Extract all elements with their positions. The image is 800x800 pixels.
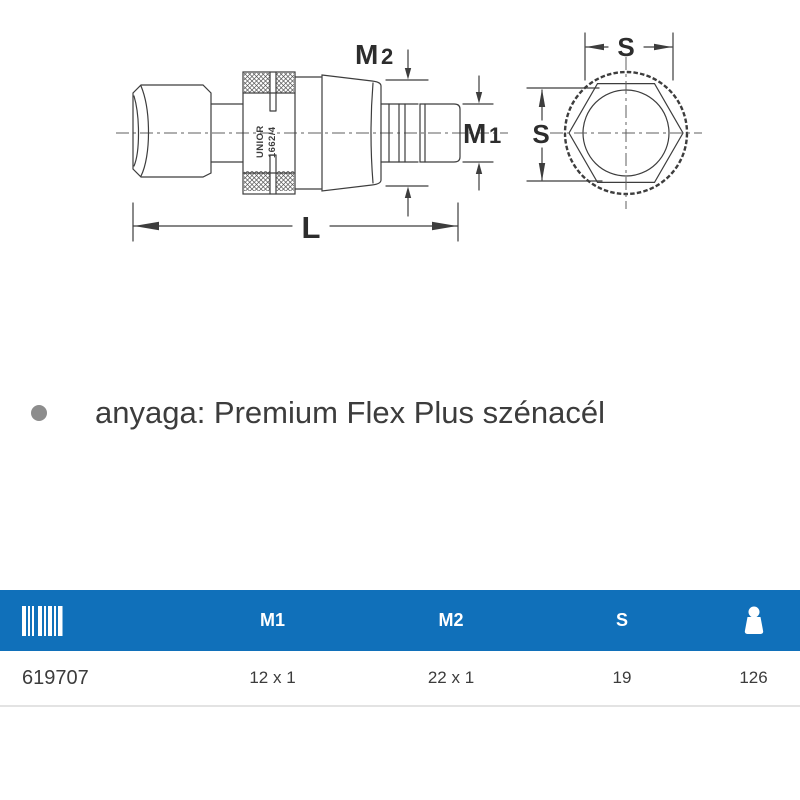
- barcode-icon: [22, 606, 63, 636]
- spec-table-row: [0, 651, 800, 706]
- feature-text: anyaga: Premium Flex Plus szénacél: [95, 395, 606, 430]
- hex-head: [133, 85, 211, 177]
- column-header-weight: [707, 590, 800, 651]
- column-header-m2: M2: [438, 610, 464, 630]
- feature-list-item: [31, 394, 605, 431]
- cell-m2: 22 x 1: [427, 668, 475, 687]
- cell-m1: 12 x 1: [249, 668, 296, 687]
- technical-drawing: [0, 0, 800, 280]
- dimension-m1: [463, 76, 501, 190]
- spec-table: [0, 590, 800, 707]
- spec-table-header-row: [0, 590, 800, 651]
- weight-icon: [742, 606, 766, 636]
- column-header-s: S: [615, 610, 628, 630]
- dim-label-m1-digit: 1: [489, 123, 502, 148]
- bullet-icon: [31, 405, 47, 421]
- brand-marking: UNIOR: [255, 125, 266, 158]
- dim-label-m1: M: [463, 118, 487, 149]
- dim-label-m2-digit: 2: [381, 44, 394, 69]
- cell-weight: 126: [739, 668, 768, 687]
- column-header-m1: M1: [259, 610, 285, 630]
- dim-label-m2: M: [355, 39, 379, 70]
- side-view: [116, 39, 508, 245]
- dimension-m2: [355, 39, 428, 216]
- dim-label-s-top: S: [617, 32, 635, 62]
- cell-s: 19: [612, 668, 632, 687]
- cell-sku: 619707: [22, 666, 89, 689]
- end-view: [527, 32, 702, 209]
- dim-label-length: L: [301, 210, 321, 245]
- dimension-length: [133, 203, 458, 245]
- column-header-sku: [0, 590, 180, 651]
- model-marking: 1662/4: [267, 126, 278, 158]
- dim-label-s-left: S: [532, 119, 550, 149]
